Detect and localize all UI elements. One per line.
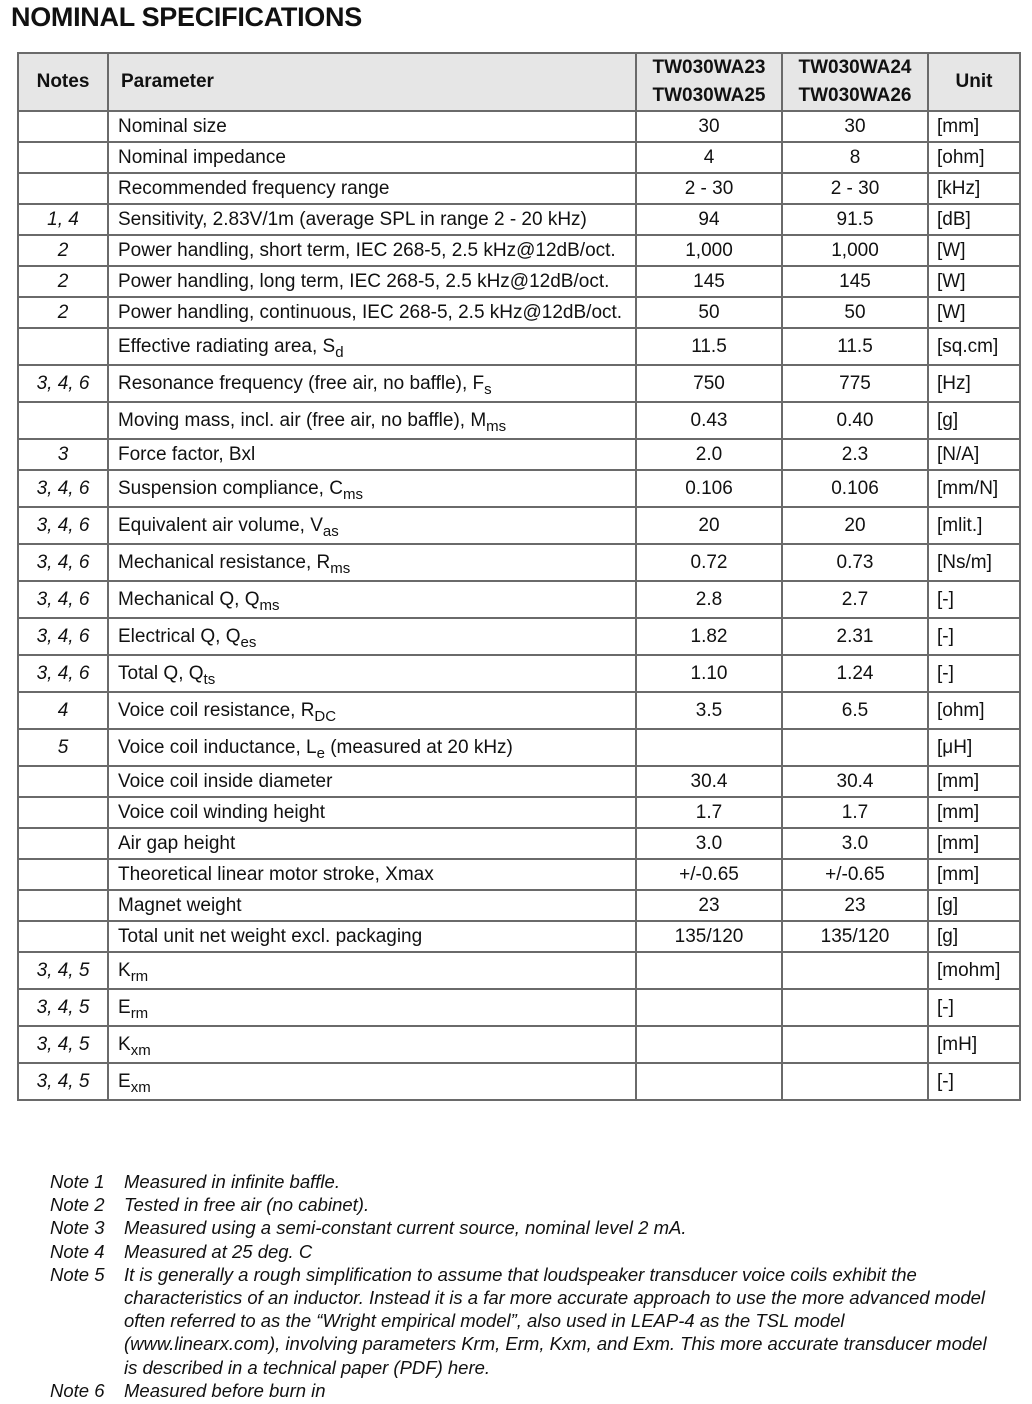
value-cell-2: 2.3 — [782, 439, 928, 470]
notes-cell — [18, 921, 108, 952]
table-row — [18, 890, 1020, 921]
parameter-cell — [108, 173, 636, 204]
parameter-cell — [108, 952, 636, 989]
value-cell-2 — [782, 1063, 928, 1100]
parameter-subscript: rm — [130, 1004, 149, 1022]
specifications-table — [17, 52, 1021, 1101]
footnote-label: Note 6 — [50, 1379, 105, 1401]
unit-cell: [mohm] — [928, 952, 1020, 989]
parameter-cell — [108, 655, 636, 692]
page-title: NOMINAL SPECIFICATIONS — [11, 2, 362, 32]
parameter-name: K — [118, 1033, 131, 1055]
value-cell-1: 145 — [636, 266, 782, 297]
notes-cell: 5 — [18, 729, 108, 766]
value-cell-2: 6.5 — [782, 692, 928, 729]
parameter-name: Air gap height — [118, 832, 236, 854]
unit-cell: [mlit.] — [928, 507, 1020, 544]
parameter-name: Resonance frequency (free air, no baffle), F — [118, 372, 485, 394]
table-header-row — [18, 53, 1020, 111]
value-cell-2: 0.106 — [782, 470, 928, 507]
notes-cell: 2 — [18, 235, 108, 266]
notes-cell: 3, 4, 5 — [18, 952, 108, 989]
value-cell-1: 750 — [636, 365, 782, 402]
parameter-subscript: ms — [486, 417, 507, 435]
value-cell-1: 1.7 — [636, 797, 782, 828]
parameter-cell — [108, 729, 636, 766]
value-cell-2: 23 — [782, 890, 928, 921]
value-cell-1: 4 — [636, 142, 782, 173]
value-cell-1: 2 - 30 — [636, 173, 782, 204]
header-model-group-2 — [782, 53, 928, 111]
value-cell-2: 2.31 — [782, 618, 928, 655]
footnote — [50, 1170, 990, 1193]
value-cell-2: 775 — [782, 365, 928, 402]
parameter-cell — [108, 859, 636, 890]
notes-cell: 3, 4, 6 — [18, 470, 108, 507]
value-cell-2: +/-0.65 — [782, 859, 928, 890]
value-cell-1 — [636, 729, 782, 766]
value-cell-2: 2.7 — [782, 581, 928, 618]
parameter-subscript: xm — [130, 1041, 151, 1059]
parameter-name: Sensitivity, 2.83V/1m (average SPL in range 2 - 20 kHz) — [118, 208, 587, 230]
table-row — [18, 111, 1020, 142]
table-row — [18, 989, 1020, 1026]
parameter-cell — [108, 581, 636, 618]
parameter-name: K — [118, 959, 131, 981]
value-cell-2: 11.5 — [782, 328, 928, 365]
parameter-cell — [108, 544, 636, 581]
value-cell-1: 2.8 — [636, 581, 782, 618]
table-row — [18, 142, 1020, 173]
parameter-name: E — [118, 996, 131, 1018]
unit-cell: [g] — [928, 402, 1020, 439]
value-cell-1: 30 — [636, 111, 782, 142]
table-row — [18, 581, 1020, 618]
parameter-cell — [108, 890, 636, 921]
parameter-name: Total unit net weight excl. packaging — [118, 925, 423, 947]
value-cell-2: 20 — [782, 507, 928, 544]
parameter-cell — [108, 1063, 636, 1100]
table-row — [18, 618, 1020, 655]
value-cell-2: 8 — [782, 142, 928, 173]
table-row — [18, 828, 1020, 859]
table-row — [18, 328, 1020, 365]
unit-cell: [Ns/m] — [928, 544, 1020, 581]
parameter-name: Mechanical resistance, R — [118, 551, 331, 573]
table-row — [18, 766, 1020, 797]
parameter-name: Voice coil resistance, R — [118, 699, 315, 721]
parameter-name: Force factor, Bxl — [118, 443, 256, 465]
value-cell-1: +/-0.65 — [636, 859, 782, 890]
parameter-name: Voice coil inductance, L — [118, 736, 317, 758]
footnote — [50, 1193, 990, 1216]
value-cell-1: 1.10 — [636, 655, 782, 692]
notes-cell: 3 — [18, 439, 108, 470]
value-cell-2 — [782, 952, 928, 989]
notes-cell: 3, 4, 6 — [18, 618, 108, 655]
table-row — [18, 692, 1020, 729]
parameter-name: Magnet weight — [118, 894, 242, 916]
table-row — [18, 402, 1020, 439]
parameter-subscript: ms — [342, 485, 363, 503]
model-name: TW030WA24 — [798, 57, 912, 78]
parameter-name: Mechanical Q, Q — [118, 588, 260, 610]
unit-cell: [g] — [928, 921, 1020, 952]
parameter-cell — [108, 766, 636, 797]
footnote-text: Tested in free air (no cabinet). — [124, 1194, 370, 1216]
unit-cell: [-] — [928, 655, 1020, 692]
parameter-subscript: xm — [130, 1078, 151, 1096]
parameter-subscript: es — [240, 633, 257, 651]
table-row — [18, 470, 1020, 507]
table-row — [18, 204, 1020, 235]
parameter-cell — [108, 692, 636, 729]
unit-cell: [Hz] — [928, 365, 1020, 402]
footnote-text: Measured using a semi-constant current source, nominal level 2 mA. — [124, 1217, 687, 1239]
parameter-name: Power handling, short term, IEC 268-5, 2.5 kHz@12dB/oct. — [118, 239, 616, 261]
unit-cell: [W] — [928, 235, 1020, 266]
parameter-name: Nominal size — [118, 115, 227, 137]
value-cell-1: 3.0 — [636, 828, 782, 859]
parameter-cell — [108, 989, 636, 1026]
parameter-name: Moving mass, incl. air (free air, no baffle), M — [118, 409, 487, 431]
value-cell-2: 1.7 — [782, 797, 928, 828]
unit-cell: [sq.cm] — [928, 328, 1020, 365]
parameter-name: Voice coil inside diameter — [118, 770, 333, 792]
notes-cell: 2 — [18, 266, 108, 297]
table-row — [18, 297, 1020, 328]
table-row — [18, 729, 1020, 766]
footnotes — [50, 1170, 990, 1402]
parameter-name: Equivalent air volume, V — [118, 514, 323, 536]
table-row — [18, 1026, 1020, 1063]
notes-cell: 3, 4, 6 — [18, 581, 108, 618]
parameter-name: Electrical Q, Q — [118, 625, 241, 647]
table-row — [18, 266, 1020, 297]
value-cell-2: 91.5 — [782, 204, 928, 235]
parameter-subscript: d — [335, 343, 344, 361]
value-cell-1 — [636, 952, 782, 989]
parameter-name: Effective radiating area, S — [118, 335, 336, 357]
unit-cell: [mm] — [928, 111, 1020, 142]
notes-cell: 3, 4, 6 — [18, 544, 108, 581]
value-cell-2: 2 - 30 — [782, 173, 928, 204]
unit-cell: [g] — [928, 890, 1020, 921]
footnote-label: Note 5 — [50, 1263, 105, 1285]
parameter-subscript: ms — [259, 596, 280, 614]
parameter-cell — [108, 297, 636, 328]
value-cell-2: 3.0 — [782, 828, 928, 859]
footnote-text: It is generally a rough simplification to assume that loudspeaker transducer voice coils exhibit the characteristics of an inductor. Instead it is a far more accurate approach to use the more advanced model often referred to as the “Wright empirical model”, also used in LEAP-4 as the TSL model (www.linearx.com), involving parameters Krm, Erm, Kxm, and Exm. This more accurate transducer model is described in a technical paper (PDF) here. — [124, 1263, 987, 1378]
value-cell-2: 0.73 — [782, 544, 928, 581]
footnote-text: Measured before burn in — [124, 1379, 326, 1401]
parameter-name: E — [118, 1070, 131, 1092]
parameter-name: Power handling, continuous, IEC 268-5, 2.5 kHz@12dB/oct. — [118, 301, 623, 323]
footnote-text: Measured at 25 deg. C — [124, 1240, 313, 1262]
parameter-suffix: (measured at 20 kHz) — [324, 736, 513, 758]
parameter-name: Total Q, Q — [118, 662, 204, 684]
value-cell-1: 30.4 — [636, 766, 782, 797]
table-row — [18, 365, 1020, 402]
parameter-subscript: ts — [203, 670, 216, 688]
unit-cell: [ohm] — [928, 142, 1020, 173]
footnote-label: Note 1 — [50, 1171, 105, 1192]
notes-cell: 3, 4, 5 — [18, 989, 108, 1026]
value-cell-2: 30 — [782, 111, 928, 142]
parameter-name: Voice coil winding height — [118, 801, 326, 823]
table-row — [18, 859, 1020, 890]
parameter-cell — [108, 204, 636, 235]
unit-cell: [-] — [928, 581, 1020, 618]
unit-cell: [N/A] — [928, 439, 1020, 470]
notes-cell — [18, 328, 108, 365]
parameter-name: Recommended frequency range — [118, 177, 390, 199]
value-cell-2 — [782, 989, 928, 1026]
parameter-name: Theoretical linear motor stroke, Xmax — [118, 863, 434, 885]
value-cell-1: 0.43 — [636, 402, 782, 439]
footnote-text: Measured in infinite baffle. — [124, 1171, 340, 1192]
notes-cell: 3, 4, 5 — [18, 1026, 108, 1063]
value-cell-2 — [782, 729, 928, 766]
notes-cell — [18, 111, 108, 142]
parameter-cell — [108, 142, 636, 173]
table-row — [18, 952, 1020, 989]
value-cell-1: 135/120 — [636, 921, 782, 952]
notes-cell — [18, 173, 108, 204]
notes-cell: 1, 4 — [18, 204, 108, 235]
unit-cell: [mm] — [928, 859, 1020, 890]
value-cell-2: 135/120 — [782, 921, 928, 952]
parameter-cell — [108, 235, 636, 266]
parameter-cell — [108, 921, 636, 952]
value-cell-1: 3.5 — [636, 692, 782, 729]
parameter-subscript: ms — [330, 559, 351, 577]
footnote — [50, 1379, 990, 1402]
header-notes: Notes — [18, 53, 108, 111]
footnote-label: Note 2 — [50, 1194, 105, 1216]
notes-cell: 3, 4, 6 — [18, 655, 108, 692]
notes-cell: 2 — [18, 297, 108, 328]
parameter-subscript: as — [322, 522, 339, 540]
unit-cell: [W] — [928, 297, 1020, 328]
parameter-cell — [108, 328, 636, 365]
value-cell-2: 50 — [782, 297, 928, 328]
footnote — [50, 1216, 990, 1239]
notes-cell — [18, 890, 108, 921]
parameter-cell — [108, 1026, 636, 1063]
value-cell-1: 20 — [636, 507, 782, 544]
parameter-cell — [108, 266, 636, 297]
parameter-subscript: s — [484, 380, 492, 398]
notes-cell: 3, 4, 5 — [18, 1063, 108, 1100]
value-cell-1: 94 — [636, 204, 782, 235]
value-cell-1: 11.5 — [636, 328, 782, 365]
header-model-group-1 — [636, 53, 782, 111]
footnote — [50, 1263, 990, 1379]
value-cell-1 — [636, 989, 782, 1026]
value-cell-1 — [636, 1026, 782, 1063]
unit-cell: [ohm] — [928, 692, 1020, 729]
unit-cell: [mm] — [928, 766, 1020, 797]
value-cell-2: 30.4 — [782, 766, 928, 797]
parameter-cell — [108, 402, 636, 439]
parameter-name: Suspension compliance, C — [118, 477, 343, 499]
parameter-name: Nominal impedance — [118, 146, 286, 168]
model-name: TW030WA25 — [652, 85, 766, 106]
notes-cell — [18, 828, 108, 859]
notes-cell: 3, 4, 6 — [18, 365, 108, 402]
unit-cell: [-] — [928, 618, 1020, 655]
table-row — [18, 655, 1020, 692]
unit-cell: [μH] — [928, 729, 1020, 766]
unit-cell: [W] — [928, 266, 1020, 297]
value-cell-2: 0.40 — [782, 402, 928, 439]
parameter-cell — [108, 365, 636, 402]
unit-cell: [dB] — [928, 204, 1020, 235]
value-cell-1: 23 — [636, 890, 782, 921]
notes-cell: 4 — [18, 692, 108, 729]
footnote-label: Note 3 — [50, 1217, 105, 1239]
notes-cell: 3, 4, 6 — [18, 507, 108, 544]
unit-cell: [mm] — [928, 828, 1020, 859]
parameter-cell — [108, 507, 636, 544]
value-cell-1: 0.106 — [636, 470, 782, 507]
value-cell-1: 1,000 — [636, 235, 782, 266]
table-row — [18, 921, 1020, 952]
parameter-name: Power handling, long term, IEC 268-5, 2.5 kHz@12dB/oct. — [118, 270, 610, 292]
parameter-subscript: e — [316, 744, 325, 762]
value-cell-1: 50 — [636, 297, 782, 328]
table-row — [18, 1063, 1020, 1100]
table-row — [18, 235, 1020, 266]
table-row — [18, 439, 1020, 470]
value-cell-2: 145 — [782, 266, 928, 297]
parameter-subscript: rm — [130, 967, 149, 985]
notes-cell — [18, 142, 108, 173]
model-name: TW030WA26 — [798, 85, 912, 106]
value-cell-1 — [636, 1063, 782, 1100]
footnote — [50, 1240, 990, 1263]
notes-cell — [18, 766, 108, 797]
footnote-label: Note 4 — [50, 1240, 105, 1262]
table-row — [18, 173, 1020, 204]
unit-cell: [-] — [928, 1063, 1020, 1100]
value-cell-1: 1.82 — [636, 618, 782, 655]
unit-cell: [kHz] — [928, 173, 1020, 204]
notes-cell — [18, 797, 108, 828]
header-unit: Unit — [928, 53, 1020, 111]
table-row — [18, 544, 1020, 581]
parameter-cell — [108, 470, 636, 507]
table-row — [18, 507, 1020, 544]
unit-cell: [mH] — [928, 1026, 1020, 1063]
value-cell-2: 1,000 — [782, 235, 928, 266]
value-cell-1: 0.72 — [636, 544, 782, 581]
parameter-cell — [108, 618, 636, 655]
parameter-cell — [108, 828, 636, 859]
unit-cell: [mm/N] — [928, 470, 1020, 507]
parameter-subscript: DC — [314, 707, 337, 725]
notes-cell — [18, 402, 108, 439]
value-cell-2 — [782, 1026, 928, 1063]
parameter-cell — [108, 439, 636, 470]
value-cell-1: 2.0 — [636, 439, 782, 470]
notes-cell — [18, 859, 108, 890]
unit-cell: [-] — [928, 989, 1020, 1026]
table-row — [18, 797, 1020, 828]
parameter-cell — [108, 111, 636, 142]
model-name: TW030WA23 — [652, 57, 766, 78]
value-cell-2: 1.24 — [782, 655, 928, 692]
header-parameter: Parameter — [108, 53, 636, 111]
unit-cell: [mm] — [928, 797, 1020, 828]
parameter-cell — [108, 797, 636, 828]
